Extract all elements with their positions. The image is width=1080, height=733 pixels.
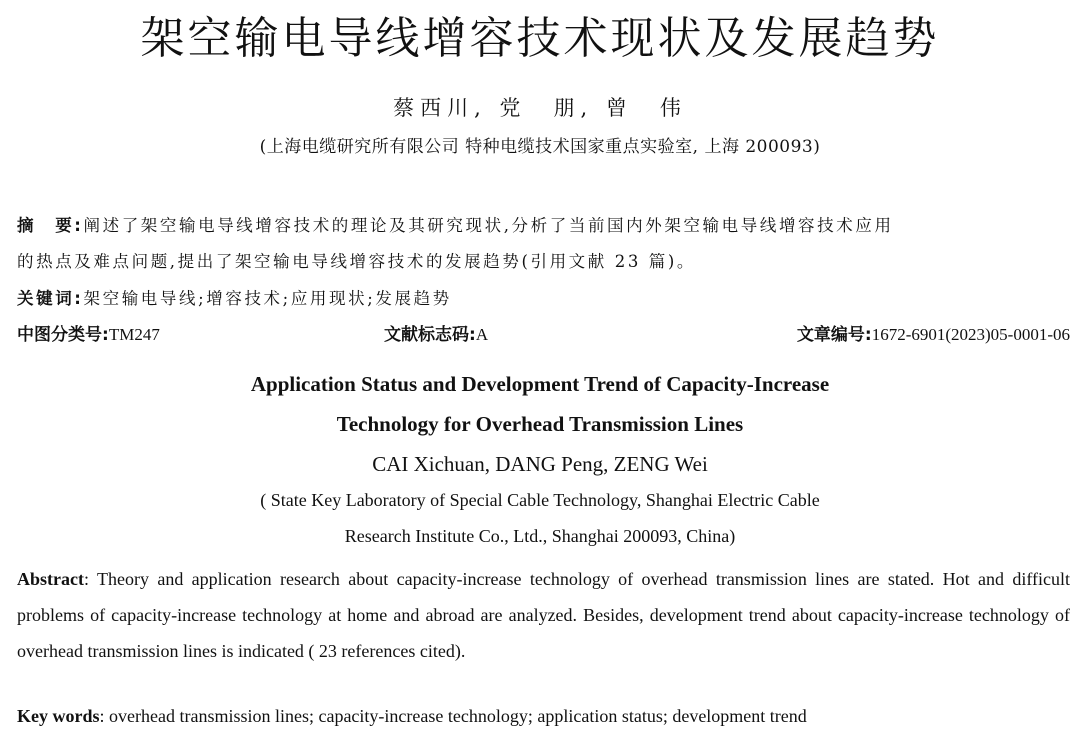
english-title-line2: Technology for Overhead Transmission Lines <box>336 412 744 436</box>
keywords-cn-label: 关键词: <box>17 289 84 308</box>
clc-number <box>17 320 160 345</box>
clc-value: TM247 <box>108 325 160 344</box>
doc-code-label: 文献标志码: <box>384 325 476 345</box>
doc-code <box>384 320 488 345</box>
abstract-cn-label: 摘 要: <box>17 216 84 235</box>
affiliation: (上海电缆研究所有限公司 特种电缆技术国家重点实验室, 上海 200093) <box>259 137 821 157</box>
english-keywords-text: : overhead transmission lines; capacity-increase technology; application status; development trend <box>99 706 807 726</box>
article-no-label: 文章编号: <box>796 325 872 345</box>
english-keywords <box>17 706 807 727</box>
abstract-cn-line1 <box>17 212 894 236</box>
keywords-cn <box>17 285 452 309</box>
english-abstract-label: Abstract <box>17 569 84 589</box>
doc-code-value: A <box>475 325 489 344</box>
english-abstract <box>17 561 1070 669</box>
article-no-value: 1672-6901(2023)05-0001-06 <box>871 325 1070 344</box>
english-authors: CAI Xichuan, DANG Peng, ZENG Wei <box>372 452 708 476</box>
clc-label: 中图分类号: <box>17 325 109 345</box>
abstract-cn-text1: 阐述了架空输电导线增容技术的理论及其研究现状,分析了当前国内外架空输电导线增容技术应用 <box>83 216 894 235</box>
abstract-cn-text2: 的热点及难点问题,提出了架空输电导线增容技术的发展趋势(引用文献 23 篇)。 <box>17 252 697 271</box>
english-title-line1: Application Status and Development Trend of Capacity-Increase <box>250 372 830 396</box>
english-affiliation-line2: Research Institute Co., Ltd., Shanghai 200093, China) <box>344 526 736 546</box>
english-affiliation-line1: ( State Key Laboratory of Special Cable Technology, Shanghai Electric Cable <box>260 490 820 510</box>
keywords-cn-text: 架空输电导线;增容技术;应用现状;发展趋势 <box>83 289 452 308</box>
article-number <box>797 320 1070 345</box>
authors: 蔡西川, 党 朋, 曾 伟 <box>393 96 687 120</box>
english-abstract-text: : Theory and application research about capacity-increase technology of overhead transmission lines are stated. Hot and difficult problems of capacity-increase technology at home and abroad are analyzed. Besides, development trend about capacity-increase technology of overhead transmission lines is indicated ( 23 references cited). <box>17 569 1070 661</box>
english-keywords-label: Key words <box>17 706 100 726</box>
paper-title: 架空输电导线增容技术现状及发展趋势 <box>140 13 940 64</box>
